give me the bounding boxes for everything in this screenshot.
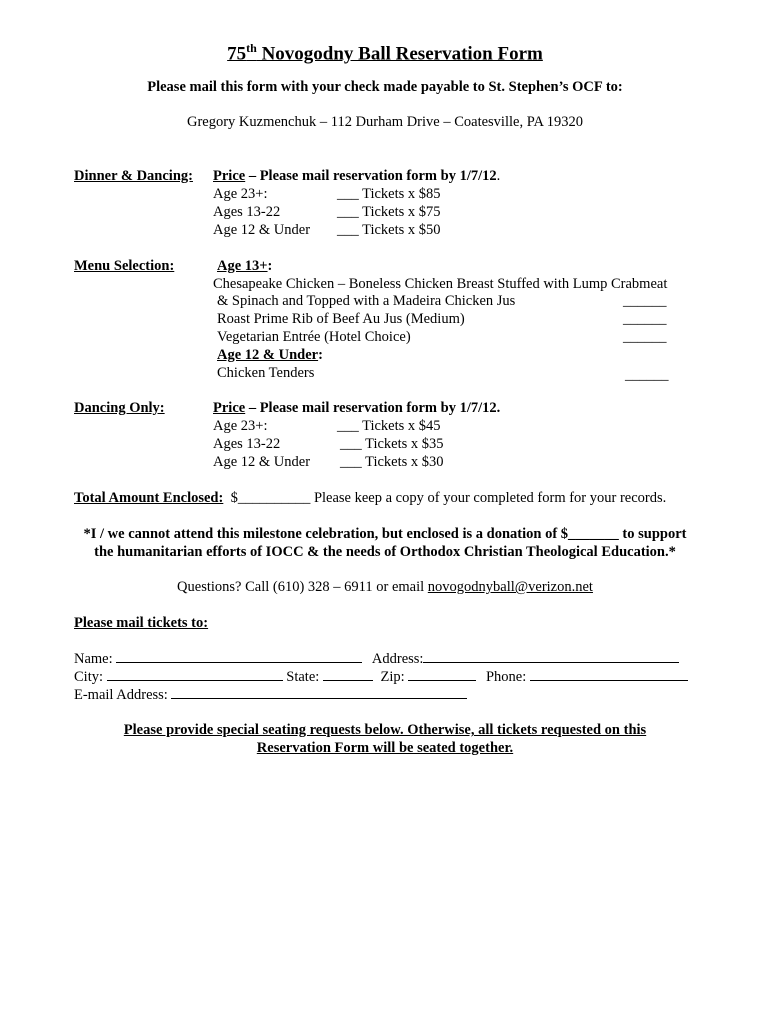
contact-email-link[interactable]: novogodnyball@verizon.net [427,579,593,595]
dancing-age-13-22: Ages 13-22 [213,436,281,452]
menu-blank-tenders[interactable]: ______ [625,367,669,383]
state-field[interactable] [323,667,373,681]
dinner-age-12: Age 12 & Under [213,222,311,238]
donation-line1: *I / we cannot attend this milestone celebration, but enclosed is a donation of $_______ to support [83,526,687,542]
menu-blank-chicken[interactable]: ______ [623,293,667,309]
seating-line2: Reservation Form will be seated together. [256,740,514,756]
name-address-row: Name: Address: [74,649,679,668]
dinner-age-13-22: Ages 13-22 [213,204,281,220]
total-note: Please keep a copy of your completed form for your records. [310,490,667,506]
mail-instruction: Please mail this form with your check made payable to St. Stephen’s OCF to: [147,79,623,95]
dancing-label: Dancing Only: [74,400,165,416]
total-label: Total Amount Enclosed: [74,490,224,506]
menu-item-prime-rib: Roast Prime Rib of Beef Au Jus (Medium) [217,311,465,327]
total-line [74,489,666,507]
email-field[interactable] [171,685,467,699]
menu-item-chicken-line1: Chesapeake Chicken – Boneless Chicken Breast Stuffed with Lump Crabmeat [213,276,668,292]
address-field[interactable] [423,649,679,663]
dinner-tickets-12[interactable]: ___ Tickets x $50 [337,222,441,238]
menu-adult-heading: Age 13+: [217,258,273,274]
dancing-tickets-13-22[interactable]: ___ Tickets x $35 [340,436,444,452]
donation-line2: the humanitarian efforts of IOCC & the needs of Orthodox Christian Theological Education.* [94,544,676,560]
dinner-price-line: Price – Please mail reservation form by 1/7/12. [213,168,501,184]
dancing-age-23: Age 23+: [213,418,268,434]
dancing-tickets-23[interactable]: ___ Tickets x $45 [337,418,441,434]
dancing-tickets-12[interactable]: ___ Tickets x $30 [340,454,444,470]
dinner-age-23: Age 23+: [213,186,268,202]
menu-item-chicken-tenders: Chicken Tenders [217,365,315,381]
menu-label: Menu Selection: [74,258,175,274]
phone-field[interactable] [530,667,688,681]
dinner-tickets-23[interactable]: ___ Tickets x $85 [337,186,441,202]
menu-blank-prime-rib[interactable]: ______ [623,311,667,327]
menu-item-vegetarian: Vegetarian Entrée (Hotel Choice) [217,329,411,345]
dinner-tickets-13-22[interactable]: ___ Tickets x $75 [337,204,441,220]
mail-address: Gregory Kuzmenchuk – 112 Durham Drive – Coatesville, PA 19320 [186,114,583,130]
city-field[interactable] [107,667,283,681]
seating-line1: Please provide special seating requests below. Otherwise, all tickets requested on this [123,722,647,738]
dancing-price-line: Price – Please mail reservation form by 1/7/12. [213,400,501,416]
menu-item-chicken-line2: & Spinach and Topped with a Madeira Chicken Jus [217,293,516,309]
mail-tickets-heading: Please mail tickets to: [74,615,209,631]
email-row: E-mail Address: [74,685,467,704]
dinner-label: Dinner & Dancing: [74,168,193,184]
menu-child-heading: Age 12 & Under: [217,347,323,363]
zip-field[interactable] [408,667,476,681]
page-title: 75th Novogodny Ball Reservation Form [227,41,543,65]
questions-line: Questions? Call (610) 328 – 6911 or email novogodnyball@verizon.net [177,579,593,595]
name-field[interactable] [116,649,362,663]
city-row: City: State: Zip: Phone: [74,667,688,686]
menu-blank-vegetarian[interactable]: ______ [623,329,667,345]
total-amount-field[interactable]: $__________ [230,490,311,506]
dancing-age-12: Age 12 & Under [213,454,311,470]
